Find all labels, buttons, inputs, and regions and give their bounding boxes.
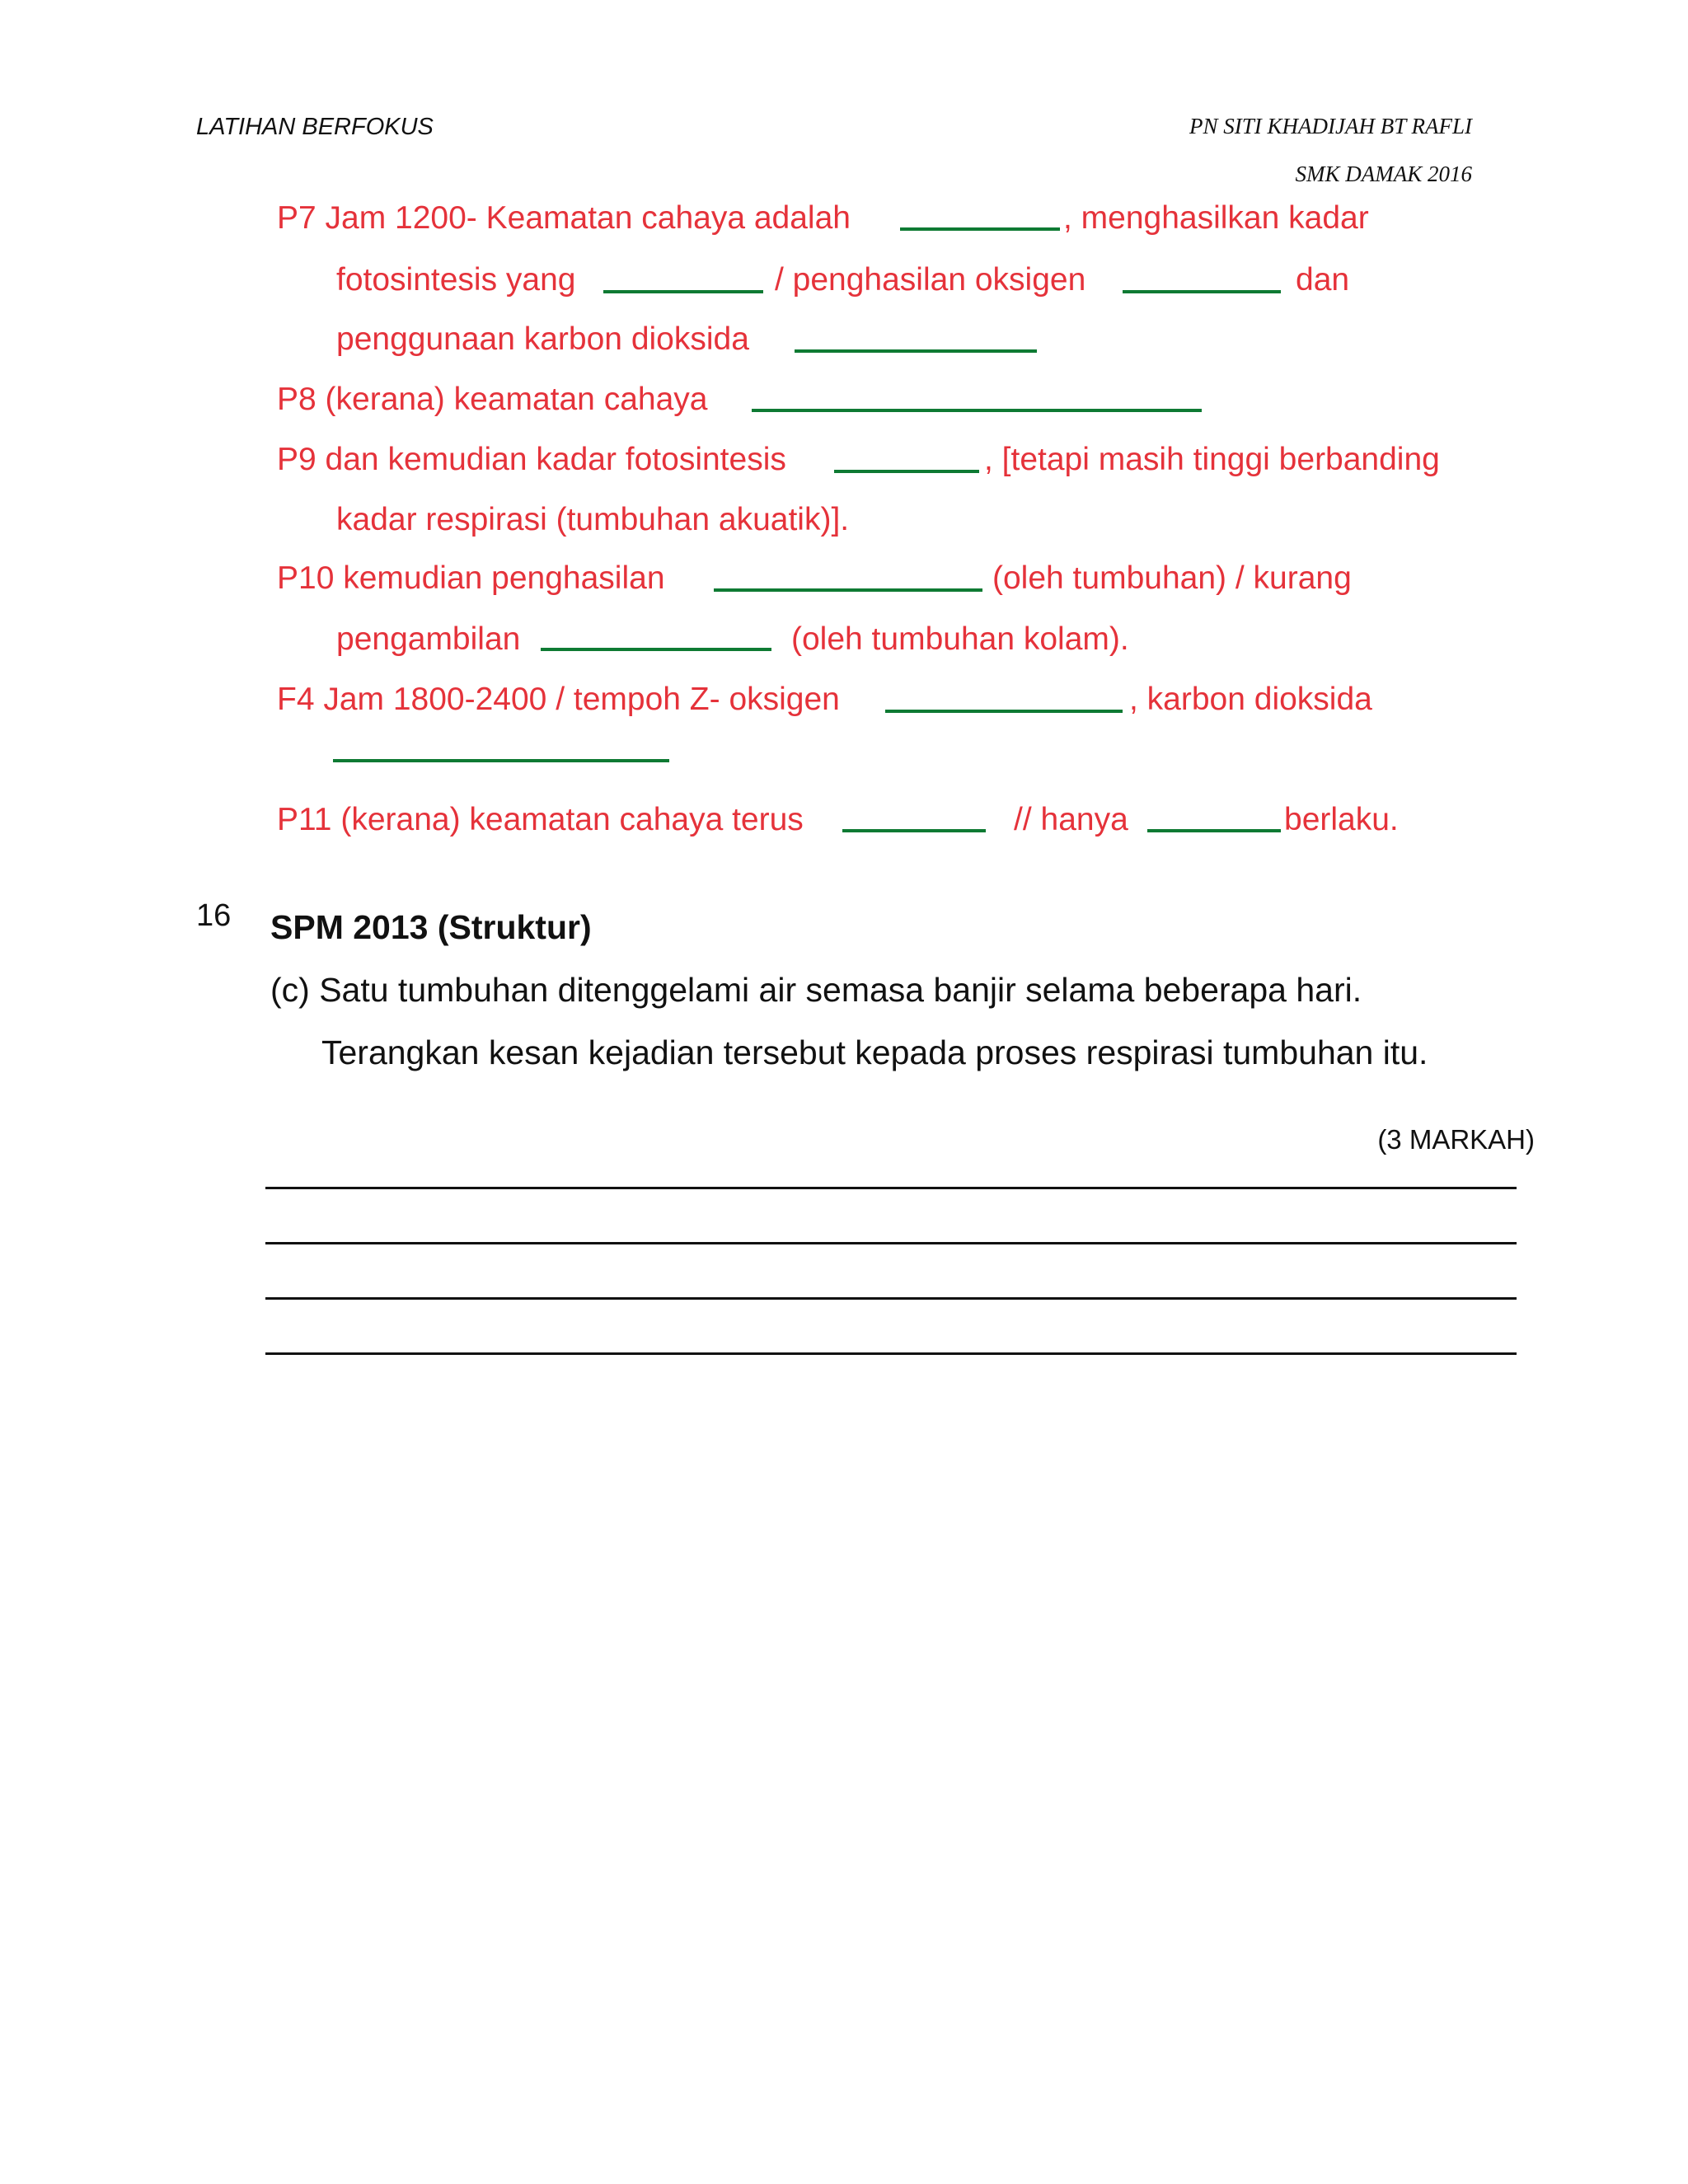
p9-line2: kadar respirasi (tumbuhan akuatik)]. [336, 502, 850, 537]
question-part-c: (c) Satu tumbuhan ditenggelami air semasa banjir selama beberapa hari. [270, 971, 1362, 1009]
p9-blank [834, 470, 979, 473]
p8-blank [752, 409, 1202, 412]
p9-after: , [tetapi masih tinggi berbanding [984, 442, 1440, 477]
p7-blank-1 [900, 227, 1060, 231]
f4-blank-1 [885, 710, 1123, 713]
p11-end: berlaku. [1284, 802, 1399, 837]
question-instruction: Terangkan kesan kejadian tersebut kepada proses respirasi tumbuhan itu. [321, 1033, 1428, 1071]
p11-blank-1 [842, 829, 986, 832]
p7-after: , menghasilkan kadar [1063, 200, 1369, 236]
p10-label: P10 kemudian penghasilan [277, 560, 665, 596]
f4-blank-2 [333, 759, 669, 762]
question-number: 16 [196, 898, 232, 933]
p11-mid: // hanya [1014, 802, 1128, 837]
p10-after: (oleh tumbuhan) / kurang [992, 560, 1352, 596]
p9-label: P9 dan kemudian kadar fotosintesis [277, 442, 786, 477]
header-right-author: PN SITI KHADIJAH BT RAFLI [1189, 114, 1472, 138]
p10-blank-1 [714, 588, 982, 592]
question-title: SPM 2013 (Struktur) [270, 908, 592, 946]
p7-line2-b: / penghasilan oksigen [775, 262, 1086, 298]
p10-line2-b: (oleh tumbuhan kolam). [791, 621, 1129, 657]
header-left: LATIHAN BERFOKUS [196, 114, 434, 140]
header-right-school: SMK DAMAK 2016 [1295, 162, 1472, 186]
answer-line-3[interactable] [265, 1297, 1517, 1300]
answer-line-4[interactable] [265, 1352, 1517, 1355]
answer-line-2[interactable] [265, 1242, 1517, 1244]
p8-label: P8 (kerana) keamatan cahaya [277, 382, 708, 417]
p11-blank-2 [1147, 829, 1281, 832]
question-marks: (3 MARKAH) [1377, 1124, 1535, 1155]
p7-blank-4 [795, 349, 1037, 353]
f4-after: , karbon dioksida [1129, 682, 1372, 717]
p7-blank-2 [603, 290, 763, 293]
p10-line2-a: pengambilan [336, 621, 521, 657]
p7-blank-3 [1123, 290, 1281, 293]
f4-label: F4 Jam 1800-2400 / tempoh Z- oksigen [277, 682, 840, 717]
p11-label: P11 (kerana) keamatan cahaya terus [277, 802, 804, 837]
p7-line3: penggunaan karbon dioksida [336, 321, 749, 357]
p7-label: P7 Jam 1200- Keamatan cahaya adalah [277, 200, 851, 236]
answer-line-1[interactable] [265, 1187, 1517, 1189]
p10-blank-2 [541, 648, 771, 651]
p7-line2-c: dan [1296, 262, 1350, 298]
p7-line2-a: fotosintesis yang [336, 262, 576, 298]
